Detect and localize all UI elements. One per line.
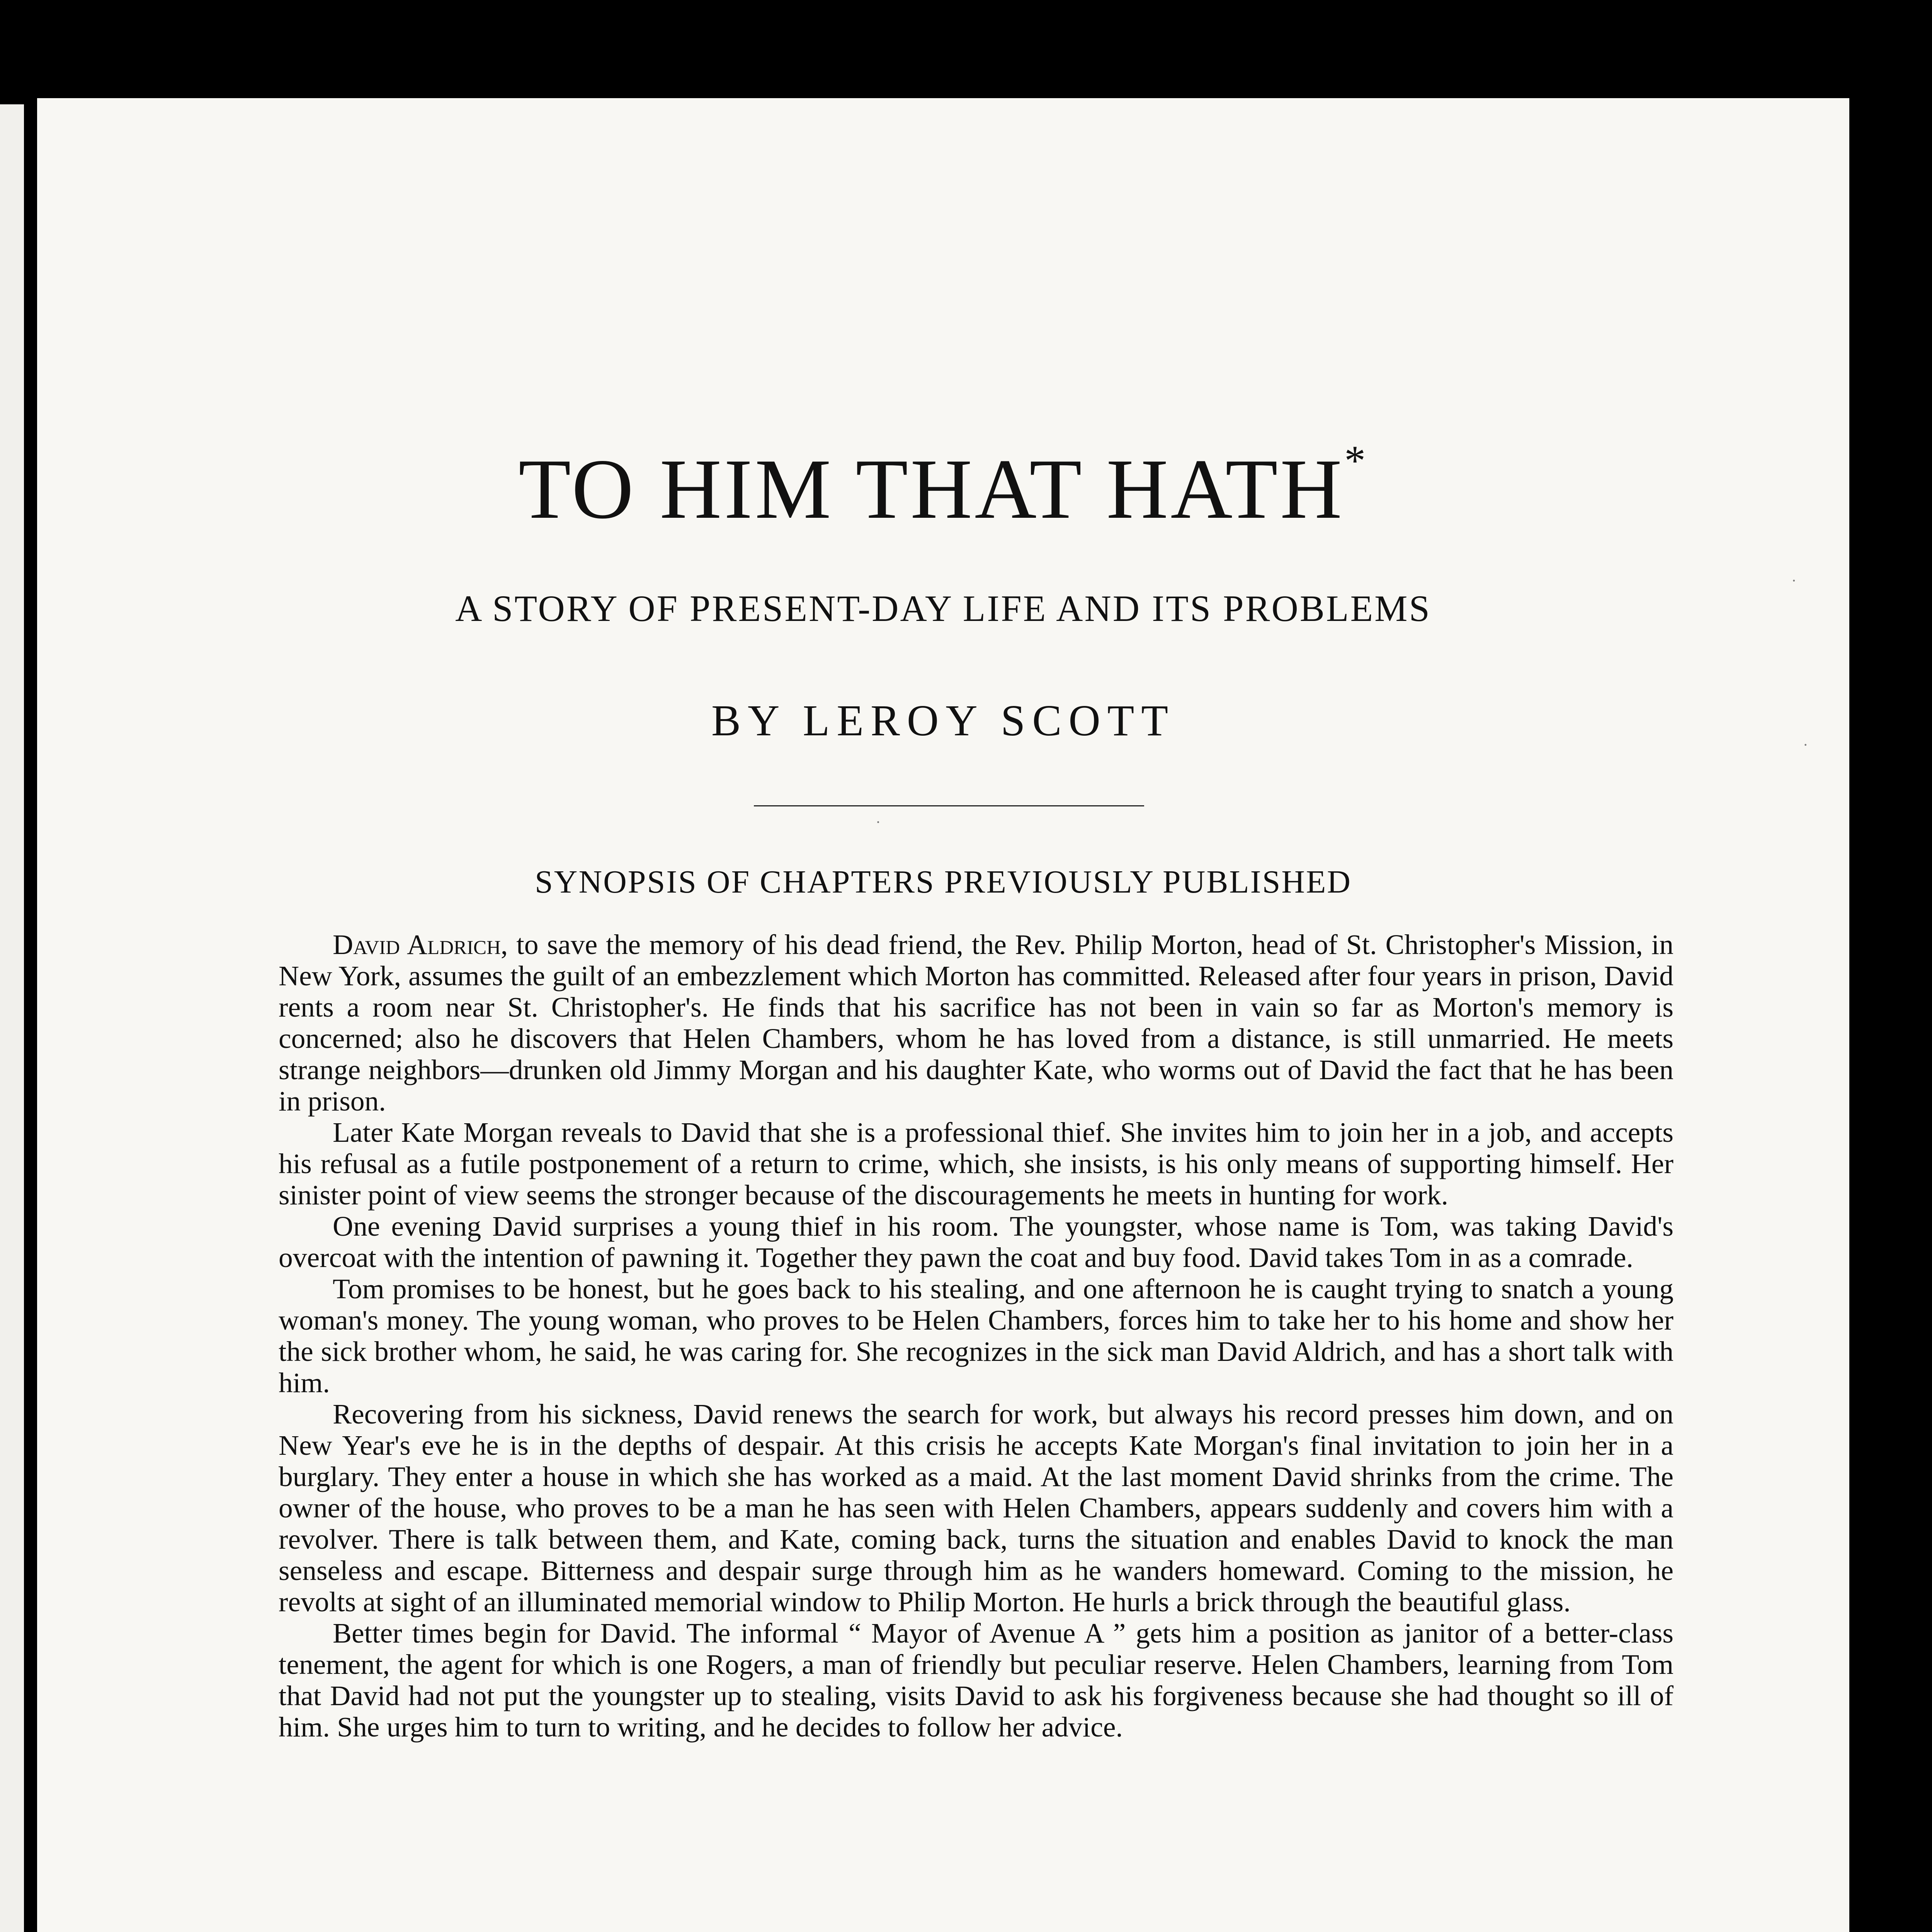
margin-speck: · [1803, 736, 1808, 753]
synopsis-paragraph: One evening David surprises a young thief in his room. The youngster, whose name is Tom, was taking David's overcoat with the intention of pawning it. Together they pawn the coat and buy food. David takes Tom in as a comrade. [279, 1211, 1673, 1273]
adjacent-page-edge [0, 104, 24, 1932]
margin-speck: · [1791, 572, 1797, 589]
article-subtitle: A STORY OF PRESENT-DAY LIFE AND ITS PROBLEMS [455, 588, 1431, 629]
synopsis-paragraph: Recovering from his sickness, David renews the search for work, but always his record presses him down, and on New Year's eve he is in the depths of despair. At this crisis he accepts Kate Morgan's final invitation to join her in a burglary. They enter a house in which she has worked as a maid. At the last moment David shrinks from the crime. The owner of the house, who proves to be a man he has seen with Helen Chambers, appears suddenly and covers him with a revolver. There is talk between them, and Kate, coming back, turns the situation and enables David to knock the man senseless and escape. Bitterness and despair surge through him as he wanders homeward. Coming to the mission, he revolts at sight of an illuminated memorial window to Philip Morton. He hurls a brick through the beautiful glass. [279, 1398, 1673, 1617]
synopsis-paragraph: Later Kate Morgan reveals to David that she is a professional thief. She invites him to join her in a job, and accepts his refusal as a futile postponement of a return to crime, which, she insists, is his only means of supporting himself. Her sinister point of view seems the stronger because of the discouragements he meets in hunting for work. [279, 1117, 1673, 1211]
synopsis-paragraph: Tom promises to be honest, but he goes back to his stealing, and one afternoon he is caught trying to snatch a young woman's money. The young woman, who proves to be Helen Chambers, forces him to take her to his home and show her the sick brother whom, he said, he was caring for. She recognizes in the sick man David Aldrich, and has a short talk with him. [279, 1273, 1673, 1398]
synopsis-heading: SYNOPSIS OF CHAPTERS PREVIOUSLY PUBLISHED [535, 864, 1352, 900]
synopsis-lead-name: David Aldrich, [333, 929, 508, 960]
article-byline: BY LEROY SCOTT [711, 696, 1175, 745]
title-divider [754, 805, 1144, 806]
magazine-page [37, 98, 1849, 1932]
divider-dot: · [876, 813, 881, 831]
synopsis-body [279, 929, 1673, 1743]
synopsis-paragraph: David Aldrich, to save the memory of his dead friend, the Rev. Philip Morton, head of St. Christopher's Mission, in New York, assumes the guilt of an embezzlement which Morton has committed. Released after four years in prison, David rents a room near St. Christopher's. He finds that his sacrifice has not been in vain so far as Morton's memory is concerned; also he discovers that Helen Chambers, whom he has loved from a distance, is still unmarried. He meets strange neighbors—drunken old Jimmy Morgan and his daughter Kate, who worms out of David the fact that he has been in prison. [279, 929, 1673, 1117]
synopsis-paragraph: Better times begin for David. The informal “ Mayor of Avenue A ” gets him a position as janitor of a better-class tenement, the agent for which is one Rogers, a man of friendly but peculiar reserve. Helen Chambers, learning from Tom that David had not put the youngster up to stealing, visits David to ask his forgiveness because she had thought so ill of him. She urges him to turn to writing, and he decides to follow her advice. [279, 1617, 1673, 1743]
article-title: TO HIM THAT HATH* [518, 437, 1368, 537]
